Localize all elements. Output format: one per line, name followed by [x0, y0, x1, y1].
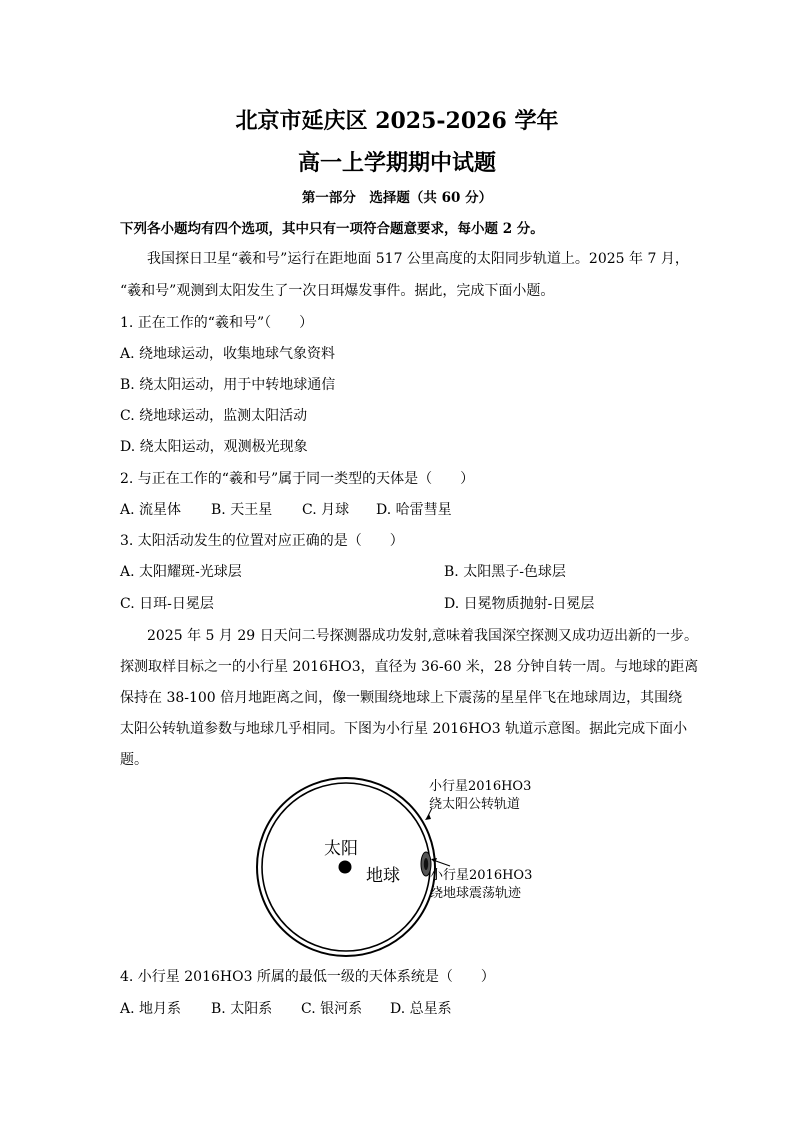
passage2-line4: 太阳公转轨道参数与地球几乎相同。下图为小行星 2016HO3 轨道示意图。据此完成下面小 [120, 721, 688, 737]
q1-option-c[interactable]: C. 绕地球运动，监测太阳活动 [120, 408, 308, 424]
sun-label: 太阳 [324, 839, 358, 859]
passage2-line5: 题。 [120, 752, 148, 768]
earth-body [424, 858, 428, 870]
orbit-diagram [250, 770, 550, 960]
q1-option-a[interactable]: A. 绕地球运动，收集地球气象资料 [120, 346, 336, 362]
instruction-text: 下列各小题均有四个选项，其中只有一项符合题意要求，每小题 2 分。 [120, 221, 544, 237]
orbit-label-line2: 绕太阳公转轨道 [429, 797, 521, 812]
earth-label: 地球 [366, 866, 400, 886]
q4-option-d[interactable]: D. 总星系 [390, 1001, 452, 1017]
q4-option-c[interactable]: C. 银河系 [301, 1001, 363, 1017]
track-label-line1: 小行星2016HO3 [430, 868, 533, 883]
q3-option-d[interactable]: D. 日冕物质抛射-日冕层 [444, 596, 595, 612]
q1-option-d[interactable]: D. 绕太阳运动，观测极光现象 [120, 439, 308, 455]
q3-option-b[interactable]: B. 太阳黑子-色球层 [444, 564, 566, 580]
q1-stem: 1. 正在工作的“羲和号”（ ） [120, 315, 314, 331]
q2-stem: 2. 与正在工作的“羲和号”属于同一类型的天体是（ ） [120, 471, 475, 487]
section-heading: 第一部分 选择题（共 60 分） [301, 190, 493, 206]
track-label-line2: 绕地球震荡轨迹 [430, 886, 522, 901]
q2-option-d[interactable]: D. 哈雷彗星 [376, 502, 452, 518]
page-subtitle: 高一上学期期中试题 [297, 150, 496, 176]
q3-option-c[interactable]: C. 日珥-日冕层 [120, 596, 214, 612]
passage2-line1: 2025 年 5 月 29 日天问二号探测器成功发射,意味着我国深空探测又成功迈出新的一步。 [147, 628, 699, 644]
q3-stem: 3. 太阳活动发生的位置对应正确的是（ ） [120, 533, 404, 549]
passage2-line2: 探测取样目标之一的小行星 2016HO3，直径为 36-60 米，28 分钟自转一周。与地球的距离 [120, 659, 699, 675]
q2-option-c[interactable]: C. 月球 [302, 502, 350, 518]
q2-option-a[interactable]: A. 流星体 [120, 502, 182, 518]
passage1-line1: 我国探日卫星“羲和号”运行在距地面 517 公里高度的太阳同步轨道上。2025 年 7 月， [147, 251, 689, 267]
q4-option-b[interactable]: B. 太阳系 [211, 1001, 273, 1017]
sun-dot [339, 861, 352, 874]
q3-option-a[interactable]: A. 太阳耀斑-光球层 [120, 564, 242, 580]
q4-stem: 4. 小行星 2016HO3 所属的最低一级的天体系统是（ ） [120, 969, 495, 985]
orbit-label-line1: 小行星2016HO3 [429, 779, 532, 794]
passage2-line3: 保持在 38-100 倍月地距离之间，像一颗围绕地球上下震荡的星星伴飞在地球周边，其围绕 [120, 690, 683, 706]
q4-option-a[interactable]: A. 地月系 [120, 1001, 182, 1017]
passage1-line2: “羲和号”观测到太阳发生了一次日珥爆发事件。据此，完成下面小题。 [120, 283, 555, 299]
q1-option-b[interactable]: B. 绕太阳运动，用于中转地球通信 [120, 377, 336, 393]
q2-option-b[interactable]: B. 天王星 [211, 502, 273, 518]
page-title: 北京市延庆区 2025-2026 学年 [235, 108, 559, 134]
